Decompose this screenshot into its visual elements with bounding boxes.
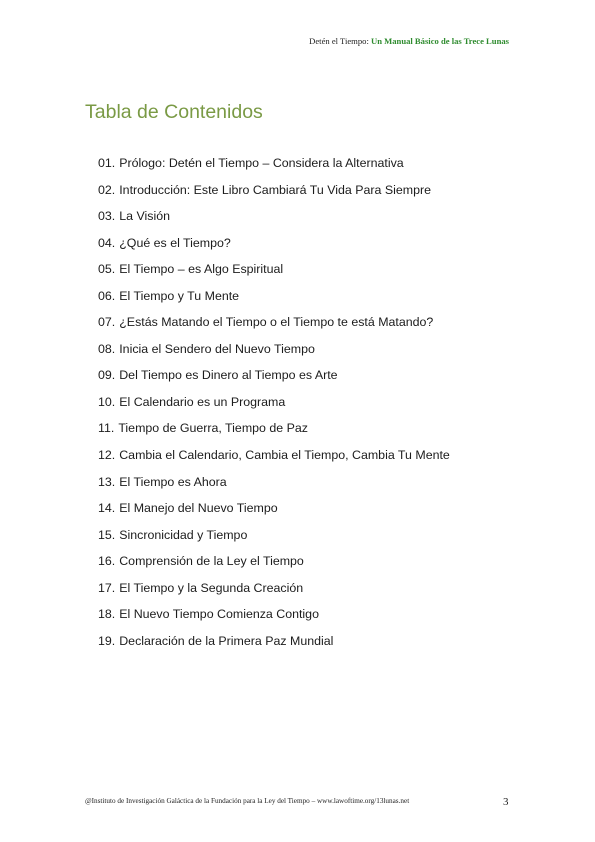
toc-entry-number: 16. (98, 554, 116, 569)
toc-entry (98, 288, 450, 315)
toc-entry (98, 155, 450, 182)
toc-entry-title: Sincronicidad y Tiempo (119, 527, 248, 542)
toc-entry-number: 08. (98, 341, 116, 356)
series-title: Un Manual Básico de las Trece Lunas (371, 36, 509, 46)
toc-entry-title: El Calendario es un Programa (119, 394, 286, 409)
toc-title: Tabla de Contenidos (85, 101, 263, 123)
toc-entry (98, 580, 450, 607)
toc-entry-number: 03. (98, 209, 116, 224)
toc-entry (98, 314, 450, 341)
toc-entry (98, 420, 450, 447)
toc-entry (98, 474, 450, 501)
toc-entry-title: Prólogo: Detén el Tiempo – Considera la Alternativa (119, 156, 404, 170)
toc-entry-title: El Tiempo es Ahora (119, 474, 227, 489)
toc-entry-number: 09. (98, 368, 116, 383)
toc-list (98, 155, 450, 659)
toc-entry-number: 01. (98, 156, 116, 170)
toc-entry-title: Inicia el Sendero del Nuevo Tiempo (119, 341, 315, 356)
toc-entry-number: 18. (98, 607, 116, 622)
toc-entry-title: El Tiempo y Tu Mente (119, 288, 240, 303)
toc-entry-number: 13. (98, 474, 116, 489)
toc-entry-number: 04. (98, 235, 116, 250)
toc-entry-title: La Visión (119, 209, 170, 224)
toc-entry (98, 208, 450, 235)
toc-entry (98, 633, 450, 660)
toc-entry-number: 19. (98, 633, 116, 648)
footer-copyright: @Instituto de Investigación Galáctica de la Fundación para la Ley del Tiempo – www.lawoftime.org/13lunas.net (85, 797, 410, 805)
toc-entry (98, 447, 450, 474)
toc-entry (98, 394, 450, 421)
toc-entry-title: El Nuevo Tiempo Comienza Contigo (119, 607, 319, 622)
toc-entry (98, 367, 450, 394)
toc-entry-number: 11. (98, 421, 115, 436)
toc-entry-number: 17. (98, 580, 116, 595)
toc-entry (98, 182, 450, 209)
running-header (309, 36, 509, 46)
book-title: Detén el Tiempo: (309, 36, 369, 46)
toc-entry-number: 06. (98, 288, 116, 303)
toc-entry (98, 341, 450, 368)
toc-entry (98, 527, 450, 554)
toc-entry (98, 500, 450, 527)
toc-entry-title: Cambia el Calendario, Cambia el Tiempo, Cambia Tu Mente (119, 448, 450, 463)
toc-entry-title: Declaración de la Primera Paz Mundial (119, 633, 334, 648)
toc-entry-title: El Manejo del Nuevo Tiempo (119, 501, 278, 516)
toc-entry-title: El Tiempo y la Segunda Creación (119, 580, 304, 595)
toc-entry-number: 07. (98, 315, 116, 330)
toc-entry-title: El Tiempo – es Algo Espiritual (119, 262, 284, 277)
toc-entry-title: Del Tiempo es Dinero al Tiempo es Arte (119, 368, 338, 383)
toc-entry-number: 12. (98, 448, 116, 463)
toc-entry-number: 02. (98, 182, 116, 197)
toc-entry-title: Introducción: Este Libro Cambiará Tu Vida Para Siempre (119, 182, 431, 197)
toc-entry (98, 235, 450, 262)
toc-entry (98, 606, 450, 633)
toc-entry-number: 14. (98, 501, 116, 516)
toc-entry (98, 261, 450, 288)
toc-entry-number: 10. (98, 394, 116, 409)
toc-entry-title: Comprensión de la Ley el Tiempo (119, 554, 304, 569)
toc-entry (98, 553, 450, 580)
toc-entry-title: Tiempo de Guerra, Tiempo de Paz (118, 421, 308, 436)
toc-entry-number: 05. (98, 262, 116, 277)
toc-entry-number: 15. (98, 527, 116, 542)
toc-entry-title: ¿Qué es el Tiempo? (119, 235, 231, 250)
toc-entry-title: ¿Estás Matando el Tiempo o el Tiempo te está Matando? (119, 315, 434, 330)
page-number: 3 (503, 796, 509, 808)
